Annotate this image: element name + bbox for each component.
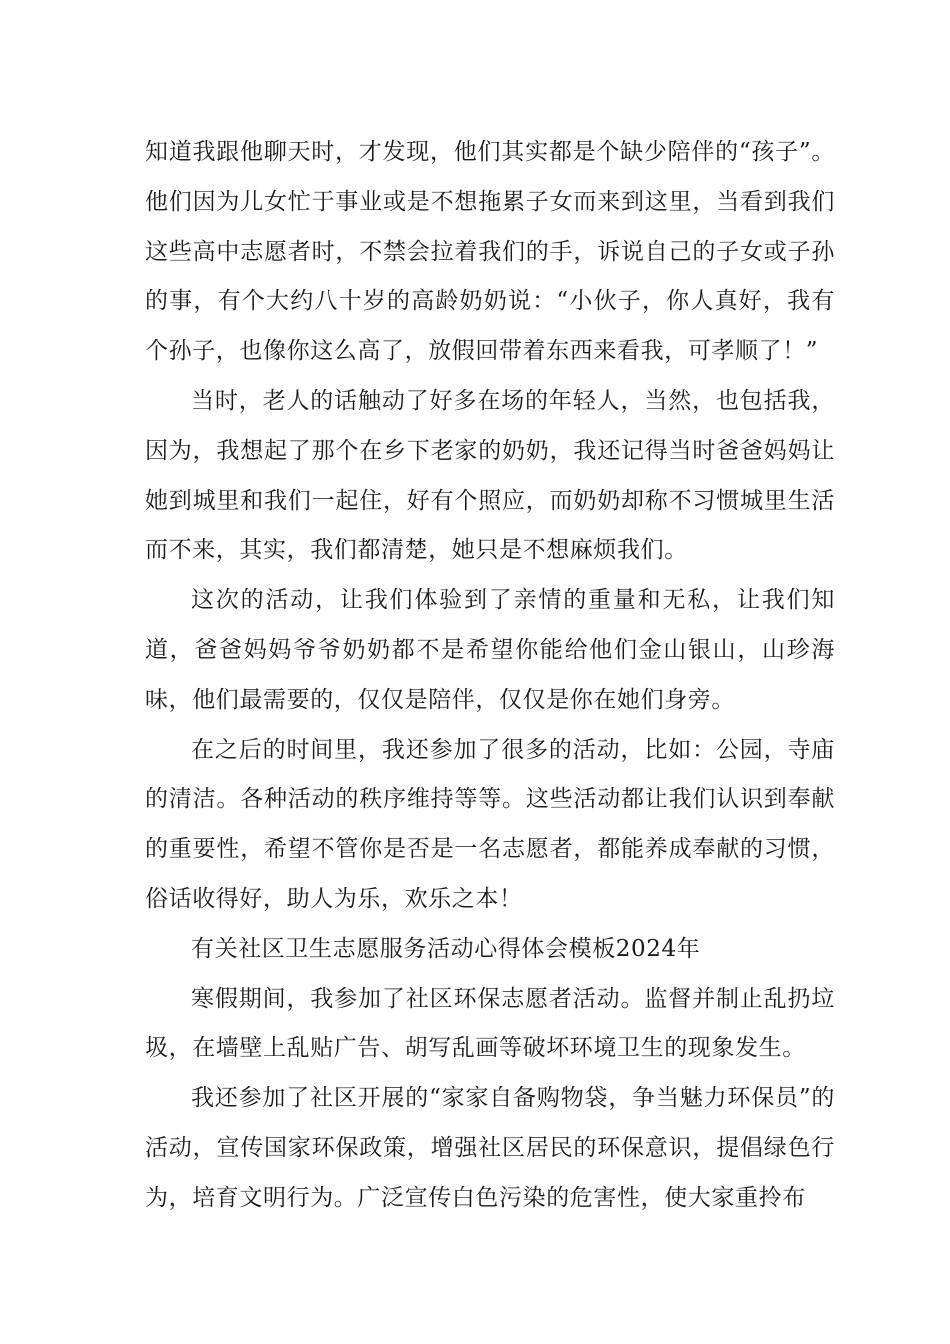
document-body <box>145 128 835 1224</box>
paragraph-2: 当时，老人的话触动了好多在场的年轻人，当然，也包括我，因为，我想起了那个在乡下老家的奶奶，我还记得当时爸爸妈妈让她到城里和我们一起住，好有个照应，而奶奶却称不习惯城里生活而不来，其实，我们都清楚，她只是不想麻烦我们。 <box>145 387 835 564</box>
paragraph-6: 我还参加了社区开展的“家家自备购物袋，争当魅力环保员”的活动，宣传国家环保政策，增强社区居民的环保意识，提倡绿色行为，培育文明行为。广泛宣传白色污染的危害性，使大家重拎布 <box>145 1085 835 1211</box>
paragraph-4: 在之后的时间里，我还参加了很多的活动，比如：公园，寺庙的清洁。各种活动的秩序维持等等。这些活动都让我们认识到奉献的重要性，希望不管你是否是一名志愿者，都能养成奉献的习惯，俗话收得好，助人为乐，欢乐之本！ <box>145 736 835 912</box>
paragraph-1: 知道我跟他聊天时，才发现，他们其实都是个缺少陪伴的“孩子”。他们因为儿女忙于事业或是不想拖累子女而来到这里，当看到我们这些高中志愿者时，不禁会拉着我们的手，诉说自己的子女或子孙的事，有个大约八十岁的高龄奶奶说：“小伙子，你人真好，我有个孙子，也像你这么高了，放假回带着东西来看我，可孝顺了！” <box>145 139 835 365</box>
section-heading: 有关社区卫生志愿服务活动心得体会模板2024年 <box>191 935 701 962</box>
paragraph-5: 寒假期间，我参加了社区环保志愿者活动。监督并制止乱扔垃圾，在墙壁上乱贴广告、胡写乱画等破坏环境卫生的现象发生。 <box>145 985 835 1062</box>
paragraph-3: 这次的活动，让我们体验到了亲情的重量和无私，让我们知道，爸爸妈妈爷爷奶奶都不是希望你能给他们金山银山，山珍海味，他们最需要的，仅仅是陪伴，仅仅是你在她们身旁。 <box>145 587 835 713</box>
